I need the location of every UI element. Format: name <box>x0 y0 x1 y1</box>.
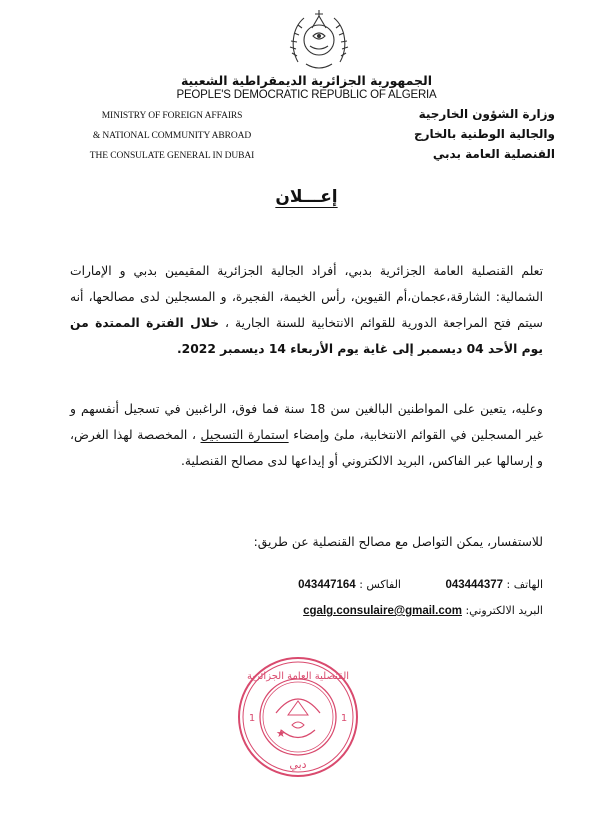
announcement-paragraph-1 <box>70 258 543 362</box>
ministry-english-block <box>72 106 272 166</box>
algeria-emblem-icon <box>288 6 350 74</box>
stamp-star-icon: ★ <box>276 727 286 740</box>
ministry-ar-line: القنصلية العامة بدبي <box>432 147 555 161</box>
fax-label: الفاكس : <box>359 578 401 591</box>
ministry-en-line: & NATIONAL COMMUNITY ABROAD <box>92 131 252 141</box>
stamp-bottom-text: دبي <box>289 758 307 771</box>
phone-number[interactable]: 043444377 <box>445 579 504 591</box>
phone-label: الهاتف : <box>506 578 543 591</box>
fax-row <box>298 578 401 591</box>
contact-intro: للاستفسار، يمكن التواصل مع مصالح القنصلية عن طريق: <box>253 535 543 549</box>
email-address[interactable]: cgalg.consulaire@gmail.com <box>303 605 462 617</box>
announcement-title: إعـــلان <box>275 187 338 207</box>
email-row <box>303 604 543 617</box>
ministry-ar-line: وزارة الشؤون الخارجية <box>418 107 555 121</box>
phone-row <box>445 578 543 591</box>
ministry-en-line: THE CONSULATE GENERAL IN DUBAI <box>89 151 255 161</box>
ministry-en-line: MINISTRY OF FOREIGN AFFAIRS <box>101 111 243 121</box>
country-name-arabic: الجمهورية الجزائرية الديمقراطية الشعبية <box>180 73 433 88</box>
country-name-english: PEOPLE'S DEMOCRATIC REPUBLIC OF ALGERIA <box>176 89 437 101</box>
paragraph-1-text: تعلم القنصلية العامة الجزائرية بدبي، أفراد الجالية الجزائرية المقيمين بدبي و الإمارات الشمالية: الشارقة،عجمان،أم القيوين، رأس الخيمة، الفجيرة، و المسجلين لدى مصالحها، أنه سيتم فتح المراجعة الدورية للقوائم الانتخابية للسنة الجارية ، <box>70 264 543 330</box>
fax-number[interactable]: 043447164 <box>298 579 356 591</box>
paragraph-2-text-start: وعليه، يتعين على المواطنين البالغين سن 18 سنة فما فوق، الراغبين في تسجيل أنفسهم و غير المسجلين في القوائم الانتخابية، ملئ وإمضاء <box>70 402 543 442</box>
stamp-digit-left: 1 <box>248 713 256 724</box>
announcement-paragraph-2 <box>70 396 543 474</box>
consulate-stamp <box>236 655 360 779</box>
ministry-ar-line: والجالية الوطنية بالخارج <box>413 127 555 141</box>
registration-form-link[interactable]: استمارة التسجيل <box>200 428 289 442</box>
paragraph-1-period: خلال الفترة الممتدة من يوم الأحد 04 ديسمبر إلى غاية يوم الأربعاء 14 ديسمبر 2022. <box>70 316 543 356</box>
email-label: البريد الالكتروني: <box>465 604 543 617</box>
paragraph-2-text-end: ، المخصصة لهذا الغرض، و إرسالها عبر الفاكس، البريد الالكتروني أو إيداعها لدى مصالح القنصلية. <box>70 428 543 468</box>
ministry-arabic-block <box>385 104 555 164</box>
stamp-digit-right: 1 <box>340 713 348 724</box>
stamp-top-text: القنصلية العامة الجزائرية <box>246 671 350 682</box>
